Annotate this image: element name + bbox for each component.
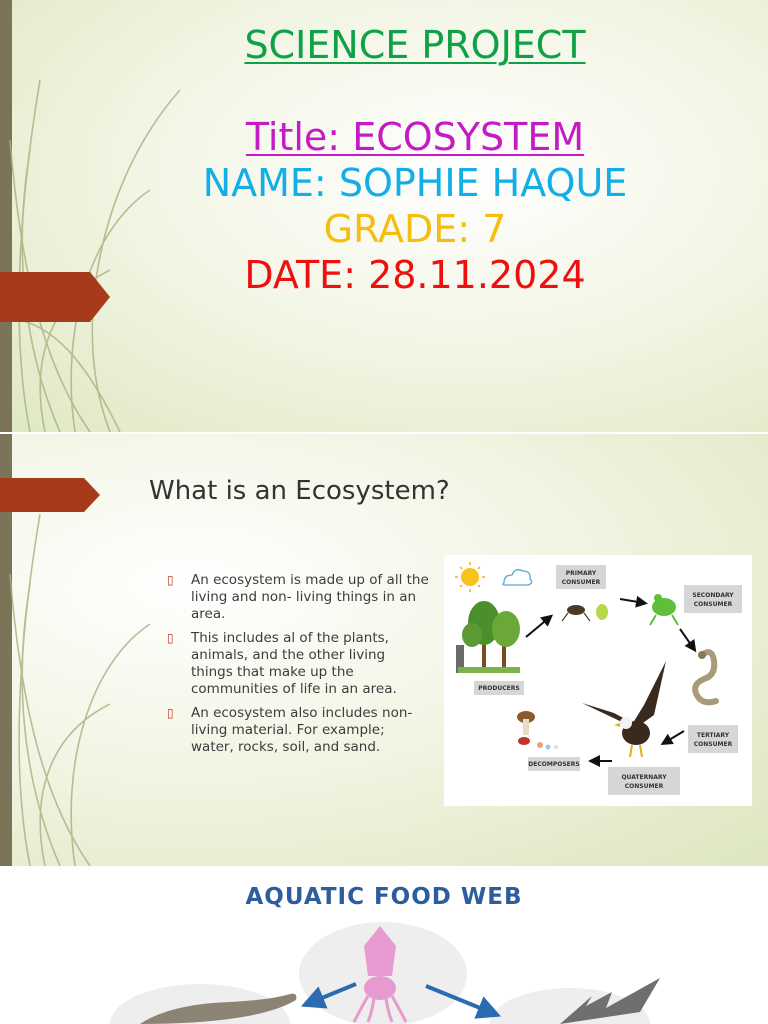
aquatic-web-illustration [0, 866, 768, 1024]
name-line: NAME: SOPHIE HAQUE [202, 161, 628, 205]
tertiary-label-2: CONSUMER [693, 741, 733, 748]
quaternary-label-2: CONSUMER [624, 783, 664, 790]
sun-icon [455, 562, 485, 592]
bullet-marker-icon: ▯ [167, 631, 174, 645]
project-heading: SCIENCE PROJECT [244, 23, 586, 67]
snake-icon [695, 651, 716, 702]
cloud-icon [503, 570, 532, 585]
grade-line: GRADE: 7 [323, 207, 507, 251]
bullet-item: ▯ This includes al of the plants, animals, and the other living things that make up the communities of life in an area. [167, 630, 397, 697]
mushroom-icon [517, 711, 558, 750]
insect-icon [562, 604, 608, 621]
primary-label-2: CONSUMER [561, 579, 601, 586]
eagle-icon [582, 661, 666, 757]
slide-heading: What is an Ecosystem? [149, 476, 450, 506]
primary-label-1: PRIMARY [565, 570, 597, 577]
slide-aquatic-food-web [0, 866, 768, 1024]
bullet-marker-icon: ▯ [167, 573, 174, 587]
date-line: DATE: 28.11.2024 [244, 253, 586, 297]
frog-icon [650, 594, 678, 625]
secondary-label-1: SECONDARY [692, 592, 734, 599]
title-line: Title: ECOSYSTEM [245, 115, 585, 159]
slide-what-is-ecosystem [0, 434, 768, 866]
arrow-tab [0, 478, 102, 512]
quaternary-label-1: QUATERNARY [621, 774, 667, 781]
tertiary-label-1: TERTIARY [696, 732, 730, 739]
trees-icon [456, 601, 520, 673]
food-chain-svg [444, 555, 752, 806]
aquatic-title: AQUATIC FOOD WEB [245, 884, 523, 910]
producers-label: PRODUCERS [478, 685, 520, 692]
slide-title [0, 0, 768, 432]
bullet-item: ▯ An ecosystem is made up of all the living and non- living things in an area. [167, 572, 429, 622]
bullet-list [167, 572, 429, 763]
secondary-label-2: CONSUMER [693, 601, 733, 608]
bullet-marker-icon: ▯ [167, 706, 174, 720]
bullet-item: ▯ An ecosystem also includes non-living material. For example; water, rocks, soil, and sand. [167, 705, 413, 755]
decomposers-label: DECOMPOSERS [528, 761, 580, 768]
food-chain-diagram [444, 555, 752, 806]
